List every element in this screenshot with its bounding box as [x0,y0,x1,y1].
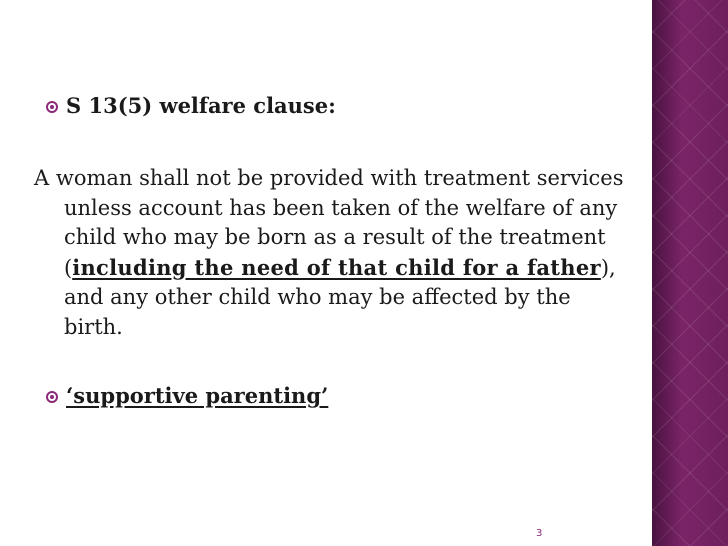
page-number: 3 [536,528,543,539]
paragraph-emphasis: including the need of that child for a father [72,254,601,280]
bullet-welfare-clause [46,93,336,118]
circle-bullet-icon [46,391,58,403]
decorative-side-panel [652,0,728,546]
paragraph-text-start: A woman shall not be provided with treatment services unless account has been taken of the welfare of any child who may be born as a result of the treatment ( [34,166,624,280]
bullet-text: S 13(5) welfare clause: [66,93,336,118]
bullet-text: ‘supportive parenting’ [66,383,329,408]
bullet-supportive-parenting [46,383,328,408]
paragraph-text-end: ), and any other child who may be affected by the birth. [64,255,616,339]
clause-paragraph [34,164,634,342]
circle-bullet-icon [46,101,58,113]
